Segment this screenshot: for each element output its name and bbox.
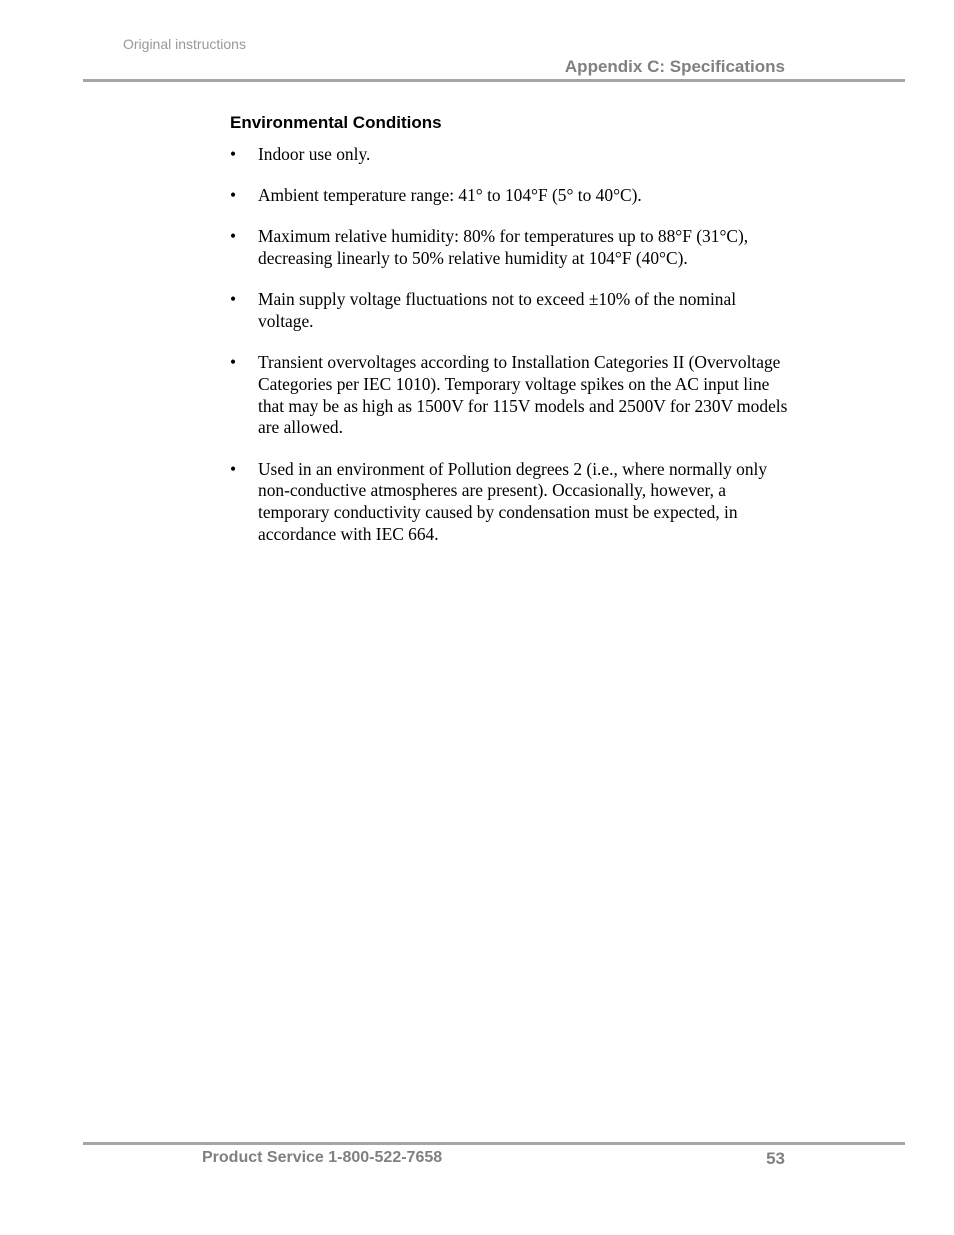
footer-service-text: Product Service 1-800-522-7658: [202, 1149, 443, 1166]
top-note: Original instructions: [123, 36, 246, 52]
bullet-icon: •: [230, 458, 237, 479]
bullet-icon: •: [230, 226, 237, 247]
bullet-icon: •: [230, 185, 237, 206]
header-rule: [83, 79, 905, 82]
bullet-icon: •: [230, 289, 237, 310]
section-heading: Environmental Conditions: [230, 113, 442, 132]
list-item: [230, 144, 790, 166]
list-item: [230, 185, 790, 207]
list-item-text: Transient overvoltages according to Installation Categories II (Overvoltage Categories per IEC 1010). Temporary voltage spikes on the AC input line that may be as high as 1500V for 115V models and 2500V for 230V models are allowed.: [258, 352, 788, 438]
list-item-text: Ambient temperature range: 41° to 104°F (5° to 40°C).: [258, 185, 642, 206]
list-item-text: Indoor use only.: [258, 144, 371, 164]
footer-rule: [83, 1142, 905, 1145]
bullet-icon: •: [230, 144, 237, 164]
bullet-icon: •: [230, 352, 237, 373]
list-item-text: Maximum relative humidity: 80% for temperatures up to 88°F (31°C), decreasing linearly to 50% relative humidity at 104°F (40°C).: [258, 226, 749, 269]
list-item: [230, 352, 790, 439]
list-item-text: Used in an environment of Pollution degrees 2 (i.e., where normally only non-conductive atmospheres are present). Occasionally, however, a temporary conductivity caused by condensation must be expected, in accordance with IEC 664.: [258, 458, 768, 544]
list-item-text: Main supply voltage fluctuations not to exceed ±10% of the nominal voltage.: [258, 289, 737, 332]
page-number: 53: [766, 1149, 785, 1168]
list-item: [230, 459, 790, 546]
bullet-list: [230, 144, 790, 565]
list-item: [230, 289, 790, 332]
header-title: Appendix C: Specifications: [564, 57, 785, 76]
list-item: [230, 226, 790, 269]
